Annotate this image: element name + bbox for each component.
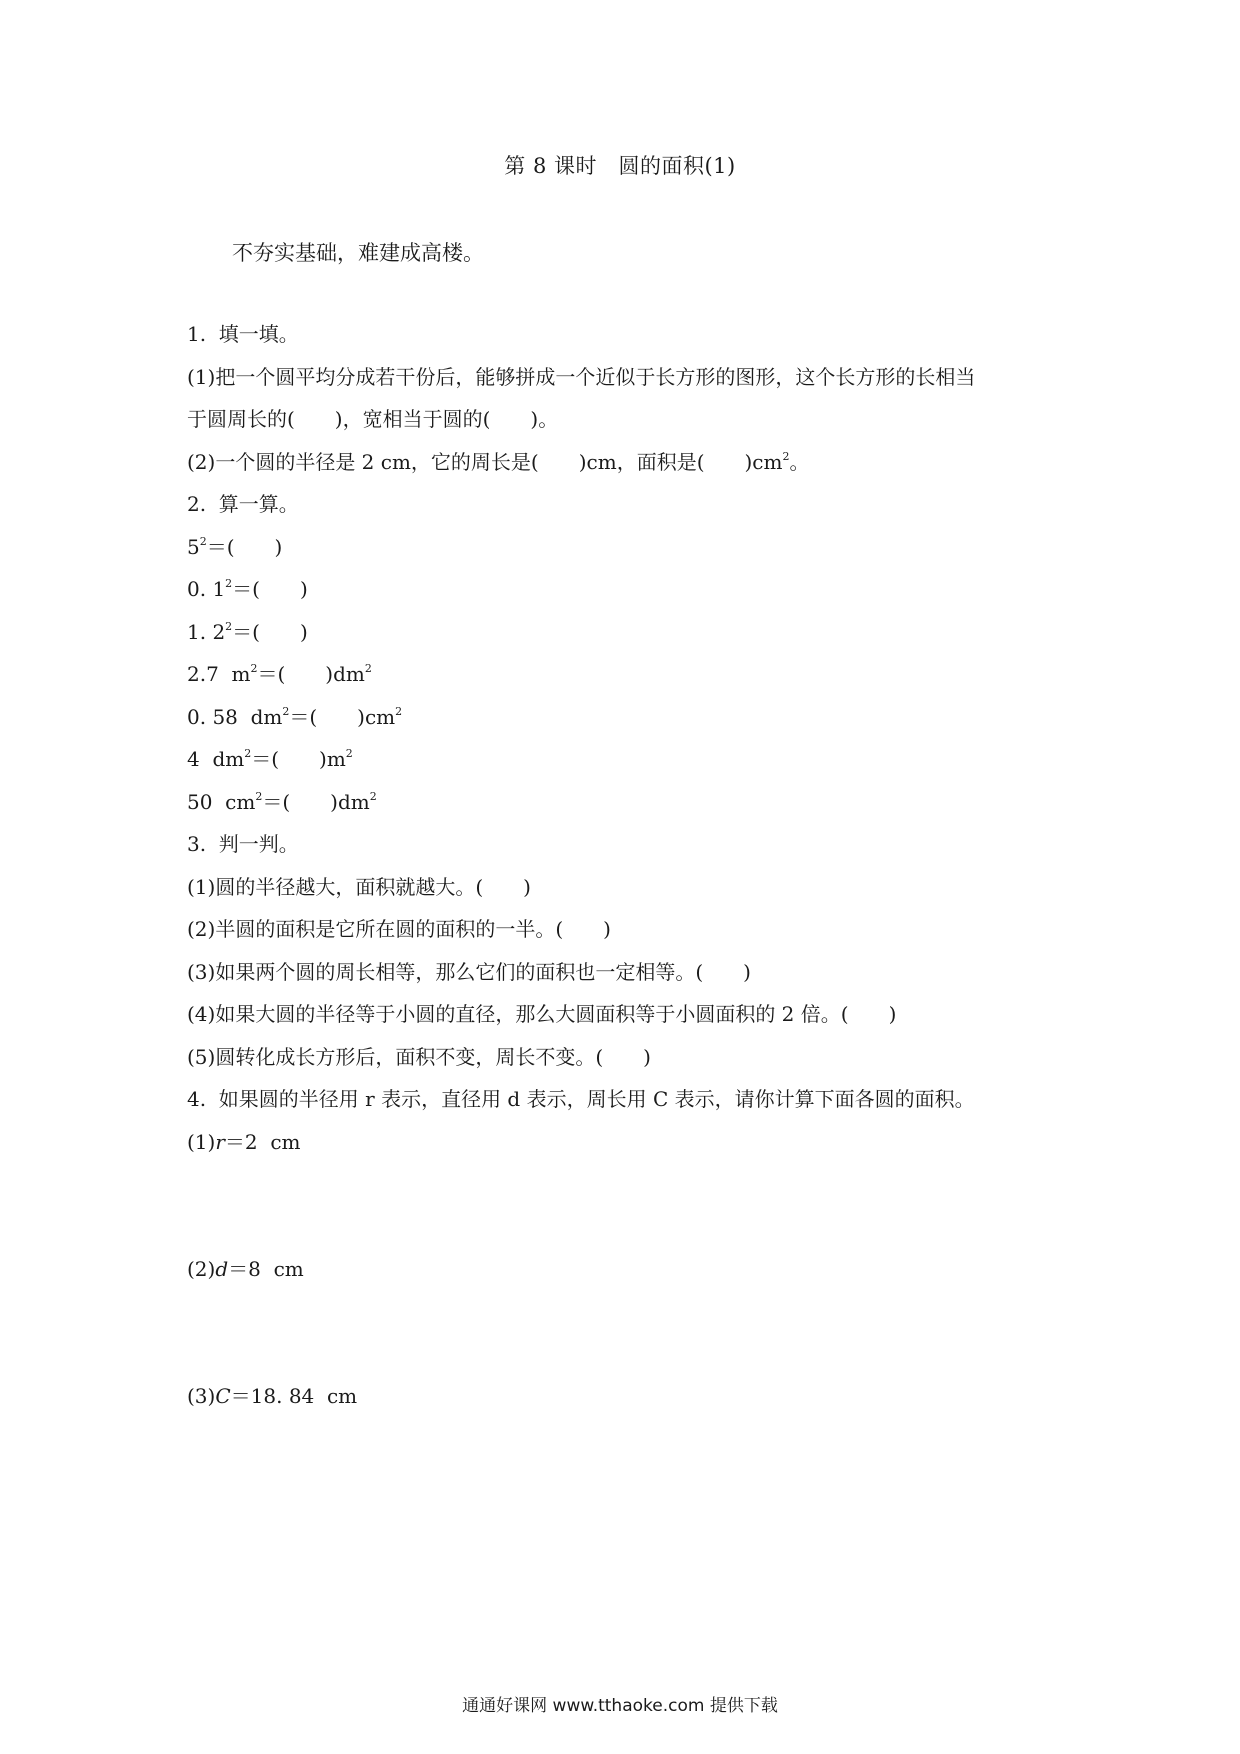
q2-item-rest: ＝( ) <box>262 790 338 814</box>
q2-item-unit-exponent: 2 <box>345 747 353 760</box>
q2-item-exponent: 2 <box>282 705 290 718</box>
q2-item-exponent: 2 <box>225 577 233 590</box>
q1-part2-end: 。 <box>789 450 810 474</box>
q2-item-rest: ＝( ) <box>251 747 327 771</box>
q2-item-1 <box>187 534 282 560</box>
q1-part1-line2: 于圆周长的( )，宽相当于圆的( )。 <box>187 407 559 431</box>
q4-item-number: (1) <box>187 1130 216 1154</box>
q2-item-base: 2.7 m <box>187 662 251 686</box>
q2-item-base: 5 <box>187 535 200 559</box>
q2-item-2 <box>187 576 308 602</box>
q2-item-unit: dm <box>333 662 365 686</box>
q4-item-number: (2) <box>187 1257 216 1281</box>
q1-part1-line1: (1)把一个圆平均分成若干份后，能够拼成一个近似于长方形的图形，这个长方形的长相当 <box>187 365 976 389</box>
q2-item-unit-exponent: 2 <box>369 790 377 803</box>
q2-item-base: 0. 58 dm <box>187 705 283 729</box>
q3-item-4: (4)如果大圆的半径等于小圆的直径，那么大圆面积等于小圆面积的 2 倍。( ) <box>187 1002 897 1026</box>
q2-item-exponent: 2 <box>255 790 263 803</box>
footer-credit: 通通好课网 www.tthaoke.com 提供下载 <box>462 1696 778 1716</box>
q1-part2-exponent: 2 <box>782 450 790 463</box>
q4-item-value: ＝8 cm <box>228 1257 304 1281</box>
q4-item-variable: C <box>215 1384 231 1408</box>
q2-item-unit-exponent: 2 <box>364 662 372 675</box>
q2-item-unit: cm <box>364 705 396 729</box>
q2-item-exponent: 2 <box>244 747 252 760</box>
q2-item-unit: m <box>326 747 346 771</box>
page-title: 第 8 课时 圆的面积(1) <box>504 154 736 178</box>
q4-item-variable: r <box>215 1130 225 1154</box>
q2-item-rest: ＝( ) <box>289 705 365 729</box>
q3-item-2: (2)半圆的面积是它所在圆的面积的一半。( ) <box>187 917 611 941</box>
q2-item-base: 1. 2 <box>187 620 226 644</box>
q4-item-value: ＝2 cm <box>224 1130 301 1154</box>
q2-item-4 <box>187 661 372 687</box>
q2-item-5 <box>187 704 402 730</box>
q2-item-unit: dm <box>337 790 370 814</box>
q1-part2 <box>187 449 809 475</box>
q2-item-exponent: 2 <box>225 620 233 633</box>
q2-item-base: 50 cm <box>187 790 256 814</box>
q3-item-1: (1)圆的半径越大，面积就越大。( ) <box>187 875 531 899</box>
q2-item-exponent: 2 <box>199 535 207 548</box>
q4-item-3 <box>187 1383 357 1409</box>
q1-heading: 1. 填一填。 <box>187 322 299 346</box>
q2-item-base: 0. 1 <box>187 577 226 601</box>
q3-item-5: (5)圆转化成长方形后，面积不变，周长不变。( ) <box>187 1045 651 1069</box>
q1-part2-text: (2)一个圆的半径是 2 cm，它的周长是( )cm，面积是( )cm <box>187 450 783 474</box>
q4-item-2 <box>187 1256 304 1282</box>
motto: 不夯实基础，难建成高楼。 <box>232 241 484 265</box>
q2-item-7 <box>187 789 377 815</box>
q4-item-variable: d <box>215 1257 229 1281</box>
q2-item-base: 4 dm <box>187 747 245 771</box>
q2-item-rest: ＝( ) <box>232 577 308 601</box>
q3-item-3: (3)如果两个圆的周长相等，那么它们的面积也一定相等。( ) <box>187 960 751 984</box>
q2-item-rest: ＝( ) <box>257 662 334 686</box>
q2-item-exponent: 2 <box>250 662 258 675</box>
q2-item-6 <box>187 746 353 772</box>
q4-item-number: (3) <box>187 1384 216 1408</box>
q4-heading: 4. 如果圆的半径用 r 表示，直径用 d 表示，周长用 C 表示，请你计算下面各圆的面积。 <box>187 1087 975 1111</box>
q4-item-1 <box>187 1129 301 1155</box>
q2-item-3 <box>187 619 308 645</box>
q2-item-rest: ＝( ) <box>232 620 308 644</box>
q3-heading: 3. 判一判。 <box>187 832 299 856</box>
q2-item-unit-exponent: 2 <box>395 705 403 718</box>
q4-item-value: ＝18. 84 cm <box>230 1384 358 1408</box>
q2-heading: 2. 算一算。 <box>187 492 299 516</box>
q2-item-rest: ＝( ) <box>206 535 283 559</box>
